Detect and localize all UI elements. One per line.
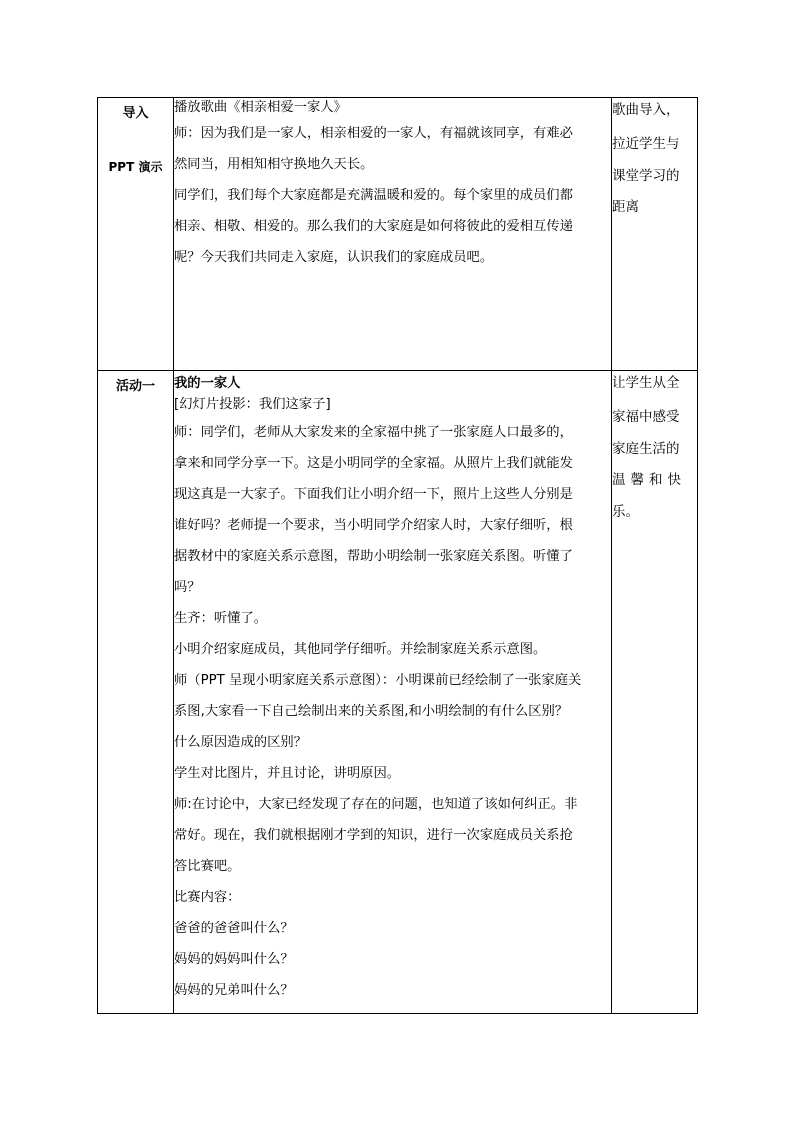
content-cell [174,98,612,371]
note-line: 拉近学生与 [612,136,680,152]
content-line: 据教材中的家庭关系示意图，帮助小明绘制一张家庭关系图。听懂了 [174,549,573,564]
stage-subtitle: PPT 演示 [108,160,163,174]
content-line: 妈妈的兄弟叫什么？ [174,983,294,998]
note-line: 让学生从全 [612,375,680,391]
content-line: 生齐：听懂了。 [174,611,268,626]
content-line: 妈妈的妈妈叫什么？ [174,952,294,967]
stage-title: 导入 [122,106,149,121]
lesson-plan-table [97,97,698,1014]
slide-note: [幻灯片投影：我们这家子] [174,397,331,412]
stage-label-cell [98,371,174,1014]
content-line: 师:在讨论中，大家已经发现了存在的问题，也知道了该如何纠正。非 [174,797,578,812]
content-line: 播放歌曲《相亲相爱一家人》 [174,100,347,115]
content-line: 答比赛吧。 [174,859,241,874]
table-row-activity-one [98,371,698,1014]
note-line: 家庭生活的 [612,440,680,457]
content-line: 常好。现在，我们就根据刚才学到的知识，进行一次家庭成员关系抢 [174,828,573,843]
design-note-cell [612,371,698,1014]
stage-label-cell [98,98,174,371]
note-line: 课堂学习的 [612,167,680,184]
content-line: 学生对比图片，并且讨论，讲明原因。 [174,766,401,781]
content-line: 同学们，我们每个大家庭都是充满温暖和爱的。每个家里的成员们都 [174,188,573,203]
content-line: 系图,大家看一下自己绘制出来的关系图,和小明绘制的有什么区别？ [174,704,569,719]
content-line: 呢？今天我们共同走入家庭，认识我们的家庭成员吧。 [174,250,494,265]
content-line: 相亲、相敬、相爱的。那么我们的大家庭是如何将彼此的爱相互传递 [174,219,573,234]
stage-title: 活动一 [115,379,155,394]
content-line: 什么原因造成的区别？ [174,735,307,750]
content-line: 然同当，用相知相守换地久天长。 [174,157,374,172]
content-line: 爸爸的爸爸叫什么？ [174,921,294,936]
design-note-cell [612,98,698,371]
content-line: 现这真是一大家子。下面我们让小明介绍一下，照片上这些人分别是 [174,487,573,502]
note-line: 距离 [612,199,639,215]
content-cell [174,371,612,1014]
content-line: 吗？ [174,580,201,595]
table-row-intro [98,98,698,371]
content-line: 小明介绍家庭成员，其他同学仔细听。并绘制家庭关系示意图。 [174,642,547,657]
content-line: 师：因为我们是一家人，相亲相爱的一家人，有福就该同享，有难必 [174,126,573,141]
note-line: 温馨和快 [612,472,686,488]
section-title: 我的一家人 [174,376,241,391]
content-line: 拿来和同学分享一下。这是小明同学的全家福。从照片上我们就能发 [174,456,573,471]
note-line: 乐。 [612,503,639,520]
note-line: 家福中感受 [612,409,680,425]
content-line: 师（PPT 呈现小明家庭关系示意图）：小明课前已经绘制了一张家庭关 [174,673,582,688]
content-line: 谁好吗？老师提一个要求，当小明同学介绍家人时，大家仔细听，根 [174,518,573,533]
content-line: 比赛内容： [174,890,241,905]
note-line: 歌曲导入， [612,102,680,118]
content-line: 师：同学们，老师从大家发来的全家福中挑了一张家庭人口最多的， [174,425,573,440]
